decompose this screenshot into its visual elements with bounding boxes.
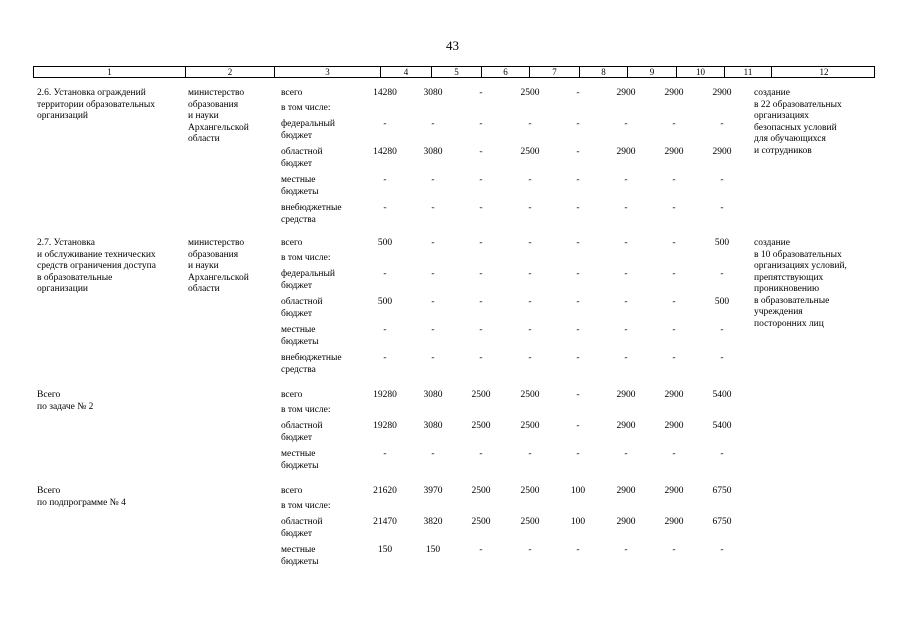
- table-cell-value: -: [720, 449, 724, 459]
- table-cell-value: -: [528, 325, 532, 335]
- table-cell-value: 2500: [471, 421, 491, 431]
- table-cell-value: -: [720, 353, 724, 363]
- table-cell-value: 19280: [373, 421, 397, 431]
- table-cell-value: -: [431, 203, 435, 213]
- table-cell-value: -: [672, 353, 676, 363]
- funding-source-label: областной бюджет: [281, 147, 323, 169]
- table-cell-value: 2500: [471, 390, 491, 400]
- table-cell-value: -: [479, 353, 483, 363]
- table-cell-value: -: [383, 175, 387, 185]
- funding-source-label: всего: [281, 390, 303, 400]
- table-cell-value: -: [479, 175, 483, 185]
- table-cell-value: -: [383, 119, 387, 129]
- table-cell-value: -: [576, 238, 580, 248]
- table-cell-value: 2900: [616, 517, 636, 527]
- table-cell-value: -: [624, 449, 628, 459]
- header-col-11: 11: [725, 67, 772, 77]
- table-cell-value: 2900: [712, 147, 732, 157]
- table-cell-value: -: [672, 203, 676, 213]
- table-cell-value: -: [383, 203, 387, 213]
- measure-name: Всего по задаче № 2: [37, 390, 94, 412]
- funding-source-label: всего: [281, 238, 303, 248]
- table-cell-value: 500: [714, 297, 730, 307]
- table-cell-value: -: [528, 238, 532, 248]
- table-cell-value: -: [576, 203, 580, 213]
- table-cell-value: 2900: [616, 486, 636, 496]
- header-col-2: 2: [186, 67, 275, 77]
- table-cell-value: -: [383, 325, 387, 335]
- table-cell-value: -: [431, 325, 435, 335]
- table-cell-value: -: [576, 325, 580, 335]
- table-cell-value: -: [528, 353, 532, 363]
- funding-source-label: в том числе:: [281, 405, 331, 415]
- table-cell-value: -: [672, 119, 676, 129]
- table-cell-value: -: [624, 545, 628, 555]
- table-cell-value: 2500: [471, 486, 491, 496]
- table-cell-value: -: [576, 297, 580, 307]
- table-cell-value: -: [576, 353, 580, 363]
- table-cell-value: -: [672, 238, 676, 248]
- table-cell-value: 21620: [373, 486, 397, 496]
- table-cell-value: 2500: [520, 390, 540, 400]
- funding-source-label: областной бюджет: [281, 517, 323, 539]
- table-cell-value: -: [720, 269, 724, 279]
- table-cell-value: -: [431, 353, 435, 363]
- header-col-7: 7: [530, 67, 580, 77]
- funding-source-label: всего: [281, 88, 303, 98]
- table-cell-value: 3080: [423, 390, 443, 400]
- table-cell-value: -: [431, 175, 435, 185]
- table-cell-value: -: [624, 269, 628, 279]
- table-cell-value: 100: [570, 517, 586, 527]
- table-cell-value: 2900: [664, 390, 684, 400]
- header-col-8: 8: [580, 67, 628, 77]
- funding-source-label: федеральный бюджет: [281, 269, 335, 291]
- table-cell-value: -: [624, 175, 628, 185]
- table-cell-value: -: [528, 545, 532, 555]
- measure-name: 2.7. Установка и обслуживание технических средств ограничения доступа в образовательные организации: [37, 238, 156, 294]
- table-cell-value: -: [624, 325, 628, 335]
- funding-source-label: местные бюджеты: [281, 545, 319, 567]
- table-cell-value: -: [431, 269, 435, 279]
- table-cell-value: 2900: [712, 88, 732, 98]
- table-cell-value: -: [624, 297, 628, 307]
- table-cell-value: -: [383, 269, 387, 279]
- header-col-5: 5: [432, 67, 482, 77]
- funding-source-label: в том числе:: [281, 501, 331, 511]
- table-cell-value: -: [720, 175, 724, 185]
- executor-name: министерство образования и науки Архангельской области: [188, 88, 249, 144]
- table-cell-value: 2500: [520, 517, 540, 527]
- table-cell-value: 2900: [664, 147, 684, 157]
- column-number-header: [33, 66, 875, 78]
- table-cell-value: 2900: [616, 88, 636, 98]
- table-cell-value: -: [672, 325, 676, 335]
- table-cell-value: -: [431, 238, 435, 248]
- table-cell-value: -: [624, 119, 628, 129]
- table-cell-value: -: [624, 203, 628, 213]
- table-cell-value: -: [528, 119, 532, 129]
- page-number: 43: [446, 38, 459, 53]
- table-cell-value: 2900: [616, 147, 636, 157]
- table-cell-value: 2500: [520, 421, 540, 431]
- table-cell-value: 100: [570, 486, 586, 496]
- table-cell-value: 150: [425, 545, 441, 555]
- funding-source-label: в том числе:: [281, 253, 331, 263]
- table-cell-value: -: [479, 269, 483, 279]
- table-cell-value: -: [479, 88, 483, 98]
- funding-source-label: в том числе:: [281, 103, 331, 113]
- table-cell-value: 150: [377, 545, 393, 555]
- table-cell-value: -: [528, 175, 532, 185]
- table-cell-value: -: [576, 147, 580, 157]
- table-cell-value: -: [528, 449, 532, 459]
- table-cell-value: -: [431, 449, 435, 459]
- table-cell-value: -: [576, 119, 580, 129]
- table-cell-value: 2900: [664, 517, 684, 527]
- expected-result: создание в 10 образовательных организациях условий, препятствующих проникновению в образовательные учреждения посторонних лиц: [754, 238, 847, 329]
- table-cell-value: -: [431, 119, 435, 129]
- table-cell-value: 2500: [520, 88, 540, 98]
- funding-source-label: областной бюджет: [281, 421, 323, 443]
- table-cell-value: 2900: [664, 88, 684, 98]
- table-cell-value: -: [528, 203, 532, 213]
- table-cell-value: 6750: [712, 517, 732, 527]
- table-cell-value: -: [479, 203, 483, 213]
- table-cell-value: 3080: [423, 88, 443, 98]
- table-cell-value: 21470: [373, 517, 397, 527]
- table-cell-value: -: [672, 449, 676, 459]
- table-cell-value: 5400: [712, 390, 732, 400]
- table-cell-value: 500: [714, 238, 730, 248]
- header-col-1: 1: [34, 67, 186, 77]
- table-cell-value: -: [576, 269, 580, 279]
- table-cell-value: -: [672, 175, 676, 185]
- table-cell-value: -: [672, 269, 676, 279]
- table-cell-value: 19280: [373, 390, 397, 400]
- table-cell-value: 2900: [664, 486, 684, 496]
- table-cell-value: -: [576, 545, 580, 555]
- table-cell-value: -: [672, 545, 676, 555]
- header-col-3: 3: [275, 67, 381, 77]
- funding-source-label: местные бюджеты: [281, 175, 319, 197]
- table-cell-value: -: [383, 449, 387, 459]
- header-col-9: 9: [628, 67, 677, 77]
- table-cell-value: -: [576, 88, 580, 98]
- table-cell-value: -: [479, 449, 483, 459]
- table-cell-value: 2500: [520, 486, 540, 496]
- table-cell-value: 14280: [373, 147, 397, 157]
- header-col-10: 10: [677, 67, 725, 77]
- table-cell-value: 6750: [712, 486, 732, 496]
- executor-name: министерство образования и науки Архангельской области: [188, 238, 249, 294]
- table-cell-value: -: [720, 545, 724, 555]
- header-col-4: 4: [381, 67, 432, 77]
- table-cell-value: -: [720, 203, 724, 213]
- measure-name: 2.6. Установка ограждений территории образовательных организаций: [37, 88, 156, 121]
- table-cell-value: -: [479, 238, 483, 248]
- funding-source-label: всего: [281, 486, 303, 496]
- table-cell-value: -: [479, 147, 483, 157]
- table-cell-value: 500: [377, 297, 393, 307]
- table-cell-value: -: [576, 390, 580, 400]
- table-cell-value: 2900: [664, 421, 684, 431]
- header-col-6: 6: [482, 67, 530, 77]
- table-cell-value: 3080: [423, 147, 443, 157]
- table-cell-value: -: [624, 353, 628, 363]
- table-cell-value: -: [576, 449, 580, 459]
- table-cell-value: 3820: [423, 517, 443, 527]
- table-cell-value: 3970: [423, 486, 443, 496]
- table-cell-value: -: [479, 325, 483, 335]
- funding-source-label: областной бюджет: [281, 297, 323, 319]
- funding-source-label: местные бюджеты: [281, 325, 319, 347]
- table-cell-value: -: [479, 545, 483, 555]
- funding-source-label: федеральный бюджет: [281, 119, 335, 141]
- funding-source-label: внебюджетные средства: [281, 203, 342, 225]
- table-cell-value: -: [528, 269, 532, 279]
- table-cell-value: 14280: [373, 88, 397, 98]
- header-col-12: 12: [819, 67, 829, 77]
- table-cell-value: 3080: [423, 421, 443, 431]
- table-cell-value: -: [672, 297, 676, 307]
- table-cell-value: -: [624, 238, 628, 248]
- table-cell-value: -: [576, 175, 580, 185]
- table-cell-value: 500: [377, 238, 393, 248]
- table-cell-value: 2500: [520, 147, 540, 157]
- funding-source-label: местные бюджеты: [281, 449, 319, 471]
- table-cell-value: 2500: [471, 517, 491, 527]
- table-cell-value: 2900: [616, 390, 636, 400]
- table-cell-value: 5400: [712, 421, 732, 431]
- table-cell-value: -: [383, 353, 387, 363]
- funding-source-label: внебюджетные средства: [281, 353, 342, 375]
- table-cell-value: -: [720, 325, 724, 335]
- table-cell-value: -: [479, 297, 483, 307]
- expected-result: создание в 22 образовательных организациях безопасных условий для обучающихся и сотрудников: [754, 88, 842, 156]
- measure-name: Всего по подпрограмме № 4: [37, 486, 126, 508]
- table-cell-value: -: [720, 119, 724, 129]
- table-cell-value: 2900: [616, 421, 636, 431]
- table-cell-value: -: [576, 421, 580, 431]
- table-cell-value: -: [431, 297, 435, 307]
- table-cell-value: -: [528, 297, 532, 307]
- table-cell-value: -: [479, 119, 483, 129]
